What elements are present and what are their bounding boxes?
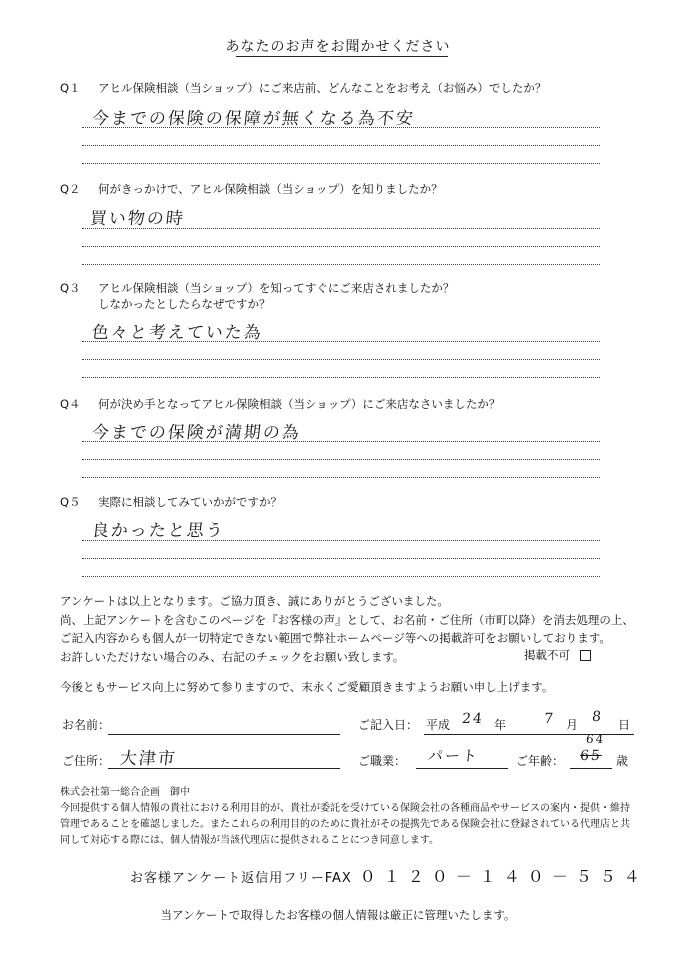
- address-field[interactable]: 大津市: [118, 749, 178, 769]
- question-3-line-2: しなかったとしたらなぜですか？: [98, 297, 271, 311]
- answer-line: [82, 477, 600, 478]
- date-era: 平成: [426, 718, 451, 732]
- question-3: [60, 280, 454, 296]
- answer-line: [82, 459, 600, 460]
- no-publish-checkbox-row[interactable]: [524, 646, 591, 665]
- question-text: 実際に相談してみていかがですか？: [98, 495, 282, 509]
- company-addressee: 株式会社第一総合企画 御中: [60, 787, 190, 798]
- question-number: Q４: [60, 397, 81, 411]
- job-field[interactable]: パート: [427, 747, 480, 765]
- notice-line: アンケートは以上となります。ご協力頂き、誠にありがとうございました。: [60, 594, 449, 608]
- answer-line: [82, 145, 600, 146]
- answer-2: 買い物の時: [88, 209, 186, 229]
- footer-note: 当アンケートで取得したお客様の個人情報は厳正に管理いたします。: [160, 908, 516, 922]
- answer-line: [82, 377, 600, 378]
- answer-3: 色々と考えていた為: [90, 323, 264, 343]
- answer-line: [82, 441, 600, 442]
- date-day[interactable]: 8: [591, 709, 604, 725]
- answer-line: [82, 359, 600, 360]
- job-underline: [416, 768, 508, 769]
- name-underline: [108, 734, 340, 735]
- privacy-line: 今回提供する個人情報の貴社における利用目的が、貴社が委託を受けている保険会社の各種商品やサービスの案内・提供・維持: [60, 803, 630, 814]
- no-publish-label: 掲載不可: [524, 648, 570, 662]
- notice-line: 尚、上記アンケートを含むこのページを『お客様の声』として、お名前・ご住所（市町以降）を消去処理の上、: [60, 612, 634, 627]
- age-corrected: 64: [585, 732, 607, 746]
- age-label: ご年齢：: [516, 754, 565, 768]
- date-month[interactable]: 7: [543, 711, 556, 727]
- question-text: 何がきっかけで、アヒル保険相談（当ショップ）を知りましたか？: [98, 182, 443, 196]
- question-number: Q３: [60, 281, 81, 295]
- no-publish-checkbox[interactable]: [580, 650, 591, 661]
- age-underline: [570, 768, 612, 769]
- year-unit: 年: [494, 718, 507, 732]
- answer-line: [82, 246, 600, 247]
- address-label: ご住所：: [62, 754, 111, 768]
- address-underline: [108, 768, 340, 769]
- age-unit: 歳: [616, 754, 629, 768]
- answer-line: [82, 127, 600, 128]
- date-year[interactable]: 24: [461, 711, 485, 727]
- question-4: [60, 396, 500, 412]
- notice-line: お許しいただけない場合のみ、右記のチェックをお願い致します。: [60, 649, 405, 664]
- question-text: 何が決め手となってアヒル保険相談（当ショップ）にご来店なさいましたか？: [98, 397, 501, 411]
- fax-line: [130, 864, 648, 887]
- month-unit: 月: [566, 718, 579, 732]
- answer-line: [82, 540, 600, 541]
- age-struck: 65: [579, 748, 603, 764]
- question-2: [60, 181, 443, 197]
- answer-line: [82, 576, 600, 577]
- privacy-line: 管理であることを確認しました。またこれらの利用目的のために貴社がその提携先である保険会社に登録されている代理店と共: [60, 819, 630, 830]
- title-underline: [236, 56, 448, 57]
- privacy-line: 同して対応する際には、個人情報が当該代理店に提供されることにつき同意します。: [60, 835, 439, 846]
- day-unit: 日: [618, 718, 631, 732]
- privacy-block: [60, 785, 630, 849]
- answer-line: [82, 558, 600, 559]
- answer-4: 今までの保険が満期の為: [90, 423, 302, 443]
- answer-line: [82, 341, 600, 342]
- name-label: お名前：: [62, 718, 111, 732]
- fax-number: ０１２０－１４０－５５４: [359, 867, 648, 886]
- answer-line: [82, 228, 600, 229]
- question-number: Q５: [60, 495, 81, 509]
- question-1: [60, 80, 546, 96]
- question-text: アヒル保険相談（当ショップ）を知ってすぐにご来店されましたか？: [98, 281, 455, 295]
- answer-5: 良かったと思う: [90, 521, 226, 541]
- notice-line: ご記入内容からも個人が一切特定できない範囲で弊社ホームページ等への掲載許可をお願いしております。: [60, 631, 611, 645]
- fax-label: お客様アンケート返信用フリーFAX: [130, 871, 352, 886]
- answer-1: 今までの保険の保障が無くなる為不安: [90, 109, 416, 129]
- question-number: Q２: [60, 182, 81, 196]
- answer-line: [82, 264, 600, 265]
- question-text: アヒル保険相談（当ショップ）にご来店前、どんなことをお考え（お悩み）でしたか？: [98, 81, 547, 95]
- answer-line: [82, 163, 600, 164]
- closing-line: 今後ともサービス向上に努めて参りますので、末永くご愛顧頂きますようお願い申し上げます。: [60, 680, 554, 694]
- job-label: ご職業：: [358, 754, 407, 768]
- page-title: あなたのお声をお聞かせください: [225, 39, 451, 55]
- question-number: Q１: [60, 81, 81, 95]
- date-label: ご記入日：: [358, 718, 419, 732]
- question-5: [60, 494, 282, 510]
